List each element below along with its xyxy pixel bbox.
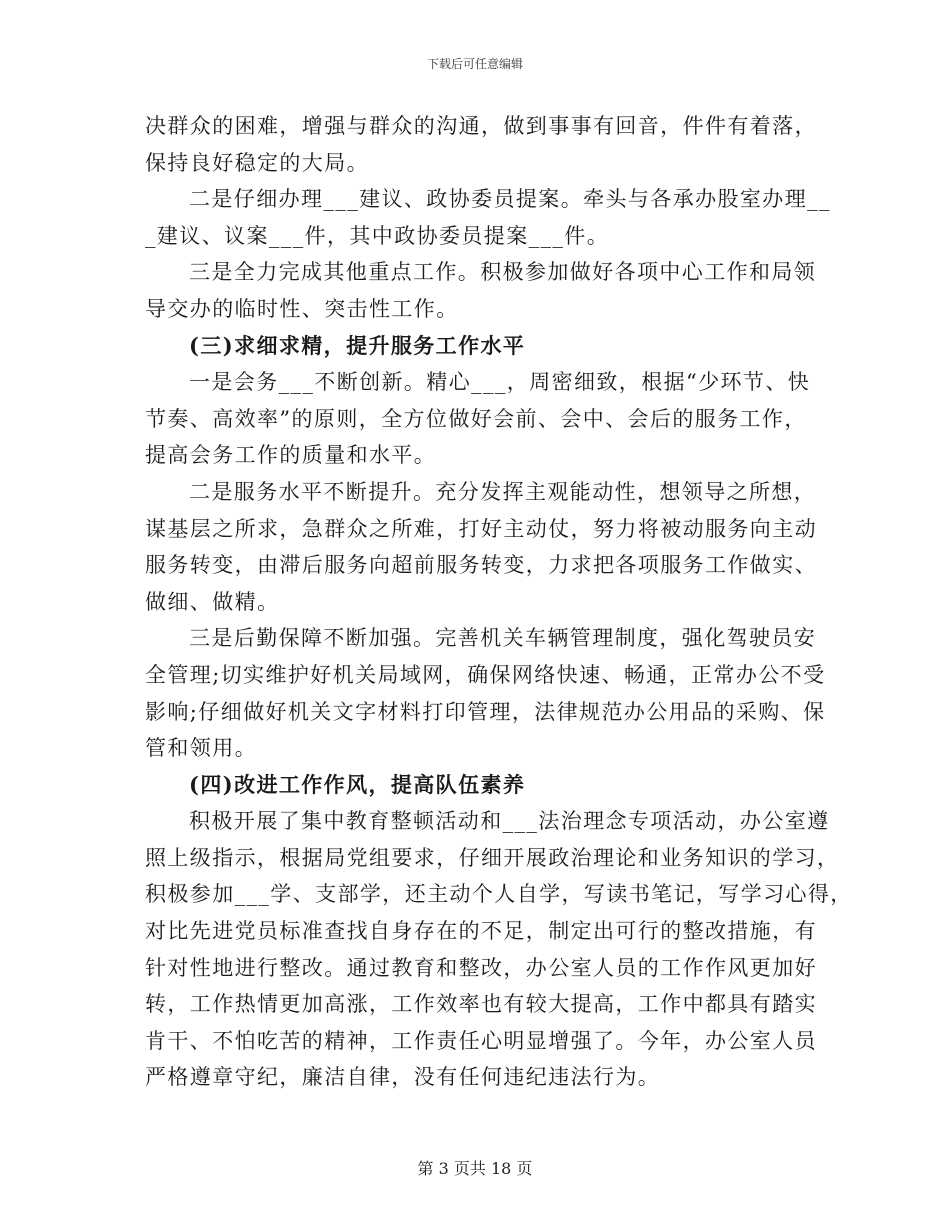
body-text-line: _建议、议案___件，其中政协委员提案___件。 — [145, 223, 610, 248]
body-text-line: 积极参加___学、支部学，还主动个人自学，写读书笔记，写学习心得， — [145, 882, 853, 907]
section-heading: (四)改进工作作风，提高队伍素养 — [189, 771, 526, 797]
body-text-line: 严格遵章守纪，廉洁自律，没有任何违纪违法行为。 — [145, 1065, 661, 1090]
body-text-line: 做细、做精。 — [145, 589, 280, 614]
body-text-line: 影响;仔细做好机关文字材料打印管理，法律规范办公用品的采购、保 — [145, 699, 826, 724]
body-text-line: 积极开展了集中教育整顿活动和___法治理念专项活动，办公室遵 — [189, 809, 830, 834]
section-heading: (三)求细求精，提升服务工作水平 — [189, 332, 526, 358]
body-text-line: 二是仔细办理___建议、政协委员提案。牵头与各承办股室办理__ — [189, 187, 831, 212]
body-text-line: 导交办的临时性、突击性工作。 — [145, 296, 459, 321]
document-body — [145, 108, 853, 1096]
body-text-line: 对比先进党员标准查找自身存在的不足，制定出可行的整改措施，有 — [145, 919, 817, 944]
body-text-line: 决群众的困难，增强与群众的沟通，做到事事有回音，件件有着落， — [145, 114, 817, 138]
body-text-line: 照上级指示，根据局党组要求，仔细开展政治理论和业务知识的学习， — [145, 845, 840, 870]
body-text-line: 提高会务工作的质量和水平。 — [145, 443, 437, 468]
body-text-line: 保持良好稳定的大局。 — [145, 150, 369, 175]
body-text-line: 节奏、高效率”的原则，全方位做好会前、会中、会后的服务工作， — [145, 406, 807, 431]
body-text-line: 服务转变，由滞后服务向超前服务转变，力求把各项服务工作做实、 — [145, 553, 817, 578]
page-header: 下载后可任意编辑 — [426, 57, 523, 71]
body-text-line: 三是全力完成其他重点工作。积极参加做好各项中心工作和局领 — [189, 260, 817, 285]
body-text-line: 二是服务水平不断提升。充分发挥主观能动性，想领导之所想， — [189, 479, 817, 504]
body-text-line: 一是会务___不断创新。精心___，周密细致，根据“少环节、快 — [189, 370, 811, 395]
body-text-line: 全管理;切实维护好机关局域网，确保网络快速、畅通，正常办公不受 — [145, 662, 826, 687]
body-text-line: 三是后勤保障不断加强。完善机关车辆管理制度，强化驾驶员安 — [189, 626, 817, 651]
body-text-line: 谋基层之所求，急群众之所难，打好主动仗，努力将被动服务向主动 — [145, 516, 817, 541]
body-text-line: 针对性地进行整改。通过教育和整改，办公室人员的工作作风更加好 — [145, 955, 817, 980]
page-footer: 第 3 页共 18 页 — [417, 1159, 533, 1178]
body-text-line: 转，工作热情更加高涨，工作效率也有较大提高，工作中都具有踏实 — [145, 992, 817, 1017]
body-text-line: 肯干、不怕吃苦的精神，工作责任心明显增强了。今年，办公室人员 — [145, 1028, 817, 1053]
body-text-line: 管和领用。 — [145, 736, 257, 761]
